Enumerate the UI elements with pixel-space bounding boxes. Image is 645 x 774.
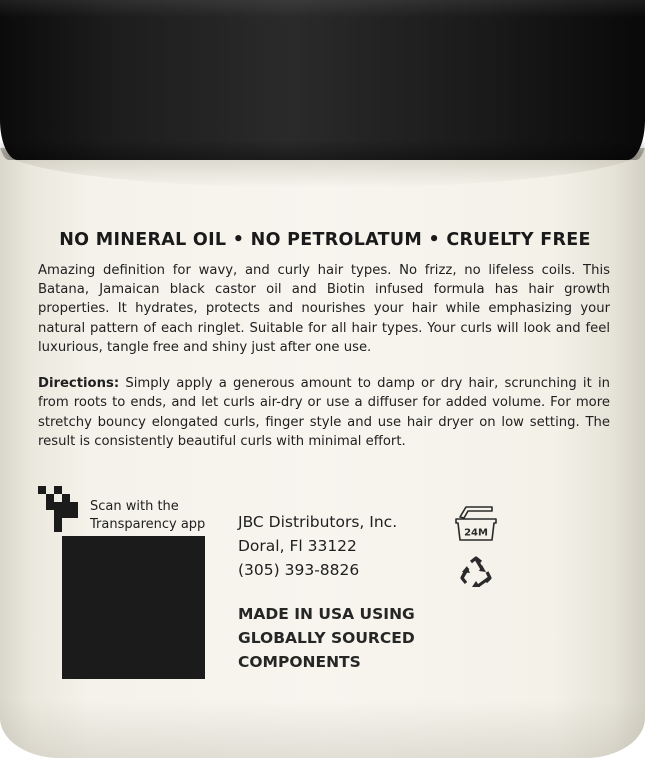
transparency-code-box: [62, 536, 205, 679]
transparency-logo-icon: [38, 486, 84, 532]
transparency-caption-line-2: Transparency app: [90, 517, 206, 532]
distributor-city: Doral, Fl 33122: [238, 537, 357, 555]
pao-label: 24M: [464, 527, 488, 539]
made-in-line-1: MADE IN USA USING: [238, 605, 415, 623]
jar-base-shade: [0, 700, 645, 758]
made-in-statement: [238, 602, 415, 674]
lid-highlight: [0, 0, 645, 18]
directions-label: Directions:: [38, 376, 120, 391]
jar-lid: [0, 0, 645, 160]
directions-text: Simply apply a generous amount to damp or dry hair, scrunching it in from roots to ends, and let curls air-dry or use a diffuser for added volume. For more stretchy bouncy elongated curls, finger style and use hair dryer on low setting. The result is consistently beautiful curls with minimal effort.: [38, 376, 610, 450]
made-in-line-3: COMPONENTS: [238, 653, 361, 671]
directions-paragraph: [38, 374, 610, 452]
transparency-caption-line-1: Scan with the: [90, 499, 179, 514]
lid-bottom-shade: [0, 140, 645, 160]
period-after-opening-icon: [452, 505, 500, 543]
made-in-line-2: GLOBALLY SOURCED: [238, 629, 415, 647]
distributor-address: [238, 510, 397, 582]
distributor-name: JBC Distributors, Inc.: [238, 513, 398, 531]
transparency-caption: [90, 498, 205, 534]
product-description: Amazing definition for wavy, and curly hair types. No frizz, no lifeless coils. This Batana, Jamaican black castor oil and Biotin infused formula has hair growth properties. It hydrates, protects and nourishes your hair while emphasizing your natural pattern of each ringlet. Suitable for all hair types. Your curls will look and feel luxurious, tangle free and shiny just after one use.: [38, 263, 610, 355]
claims-headline: NO MINERAL OIL • NO PETROLATUM • CRUELTY FREE: [59, 230, 591, 250]
recycle-icon: [458, 556, 494, 592]
distributor-phone: (305) 393-8826: [238, 561, 360, 579]
